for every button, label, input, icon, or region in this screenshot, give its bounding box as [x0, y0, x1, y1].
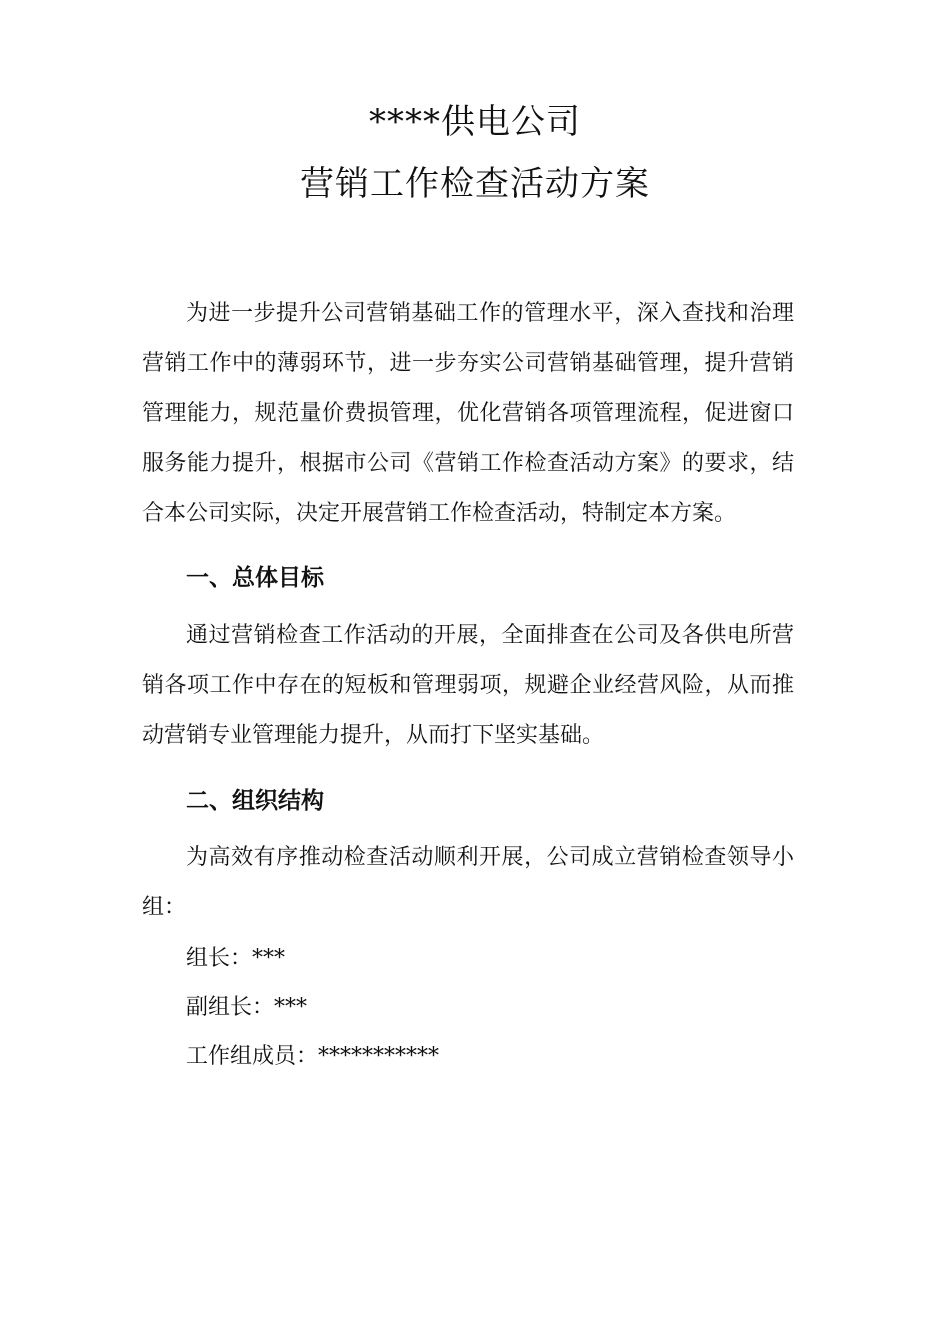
- section-heading-organization: 二、组织结构: [186, 788, 324, 814]
- section-paragraph-organization: 为高效有序推动检查活动顺利开展，公司成立营销检查领导小组：: [142, 845, 794, 920]
- document-title-company: ****供电公司: [369, 102, 581, 142]
- document-title-plan: 营销工作检查活动方案: [300, 164, 650, 204]
- section-paragraph-overall-goal: 通过营销检查工作活动的开展，全面排查在公司及各供电所营销各项工作中存在的短板和管理弱项，规避企业经营风险，从而推动营销专业管理能力提升，从而打下坚实基础。: [142, 623, 794, 748]
- section-heading-overall-goal: 一、总体目标: [186, 565, 324, 591]
- intro-paragraph: 为进一步提升公司营销基础工作的管理水平，深入查找和治理营销工作中的薄弱环节，进一步夯实公司营销基础管理，提升营销管理能力，规范量价费损管理，优化营销各项管理流程，促进窗口服务能力提升，根据市公司《营销工作检查活动方案》的要求，结合本公司实际，决定开展营销工作检查活动，特制定本方案。: [142, 301, 794, 526]
- group-leader-line: 组长：***: [186, 946, 286, 971]
- deputy-leader-line: 副组长：***: [186, 995, 308, 1020]
- working-group-members-line: 工作组成员：***********: [186, 1044, 440, 1069]
